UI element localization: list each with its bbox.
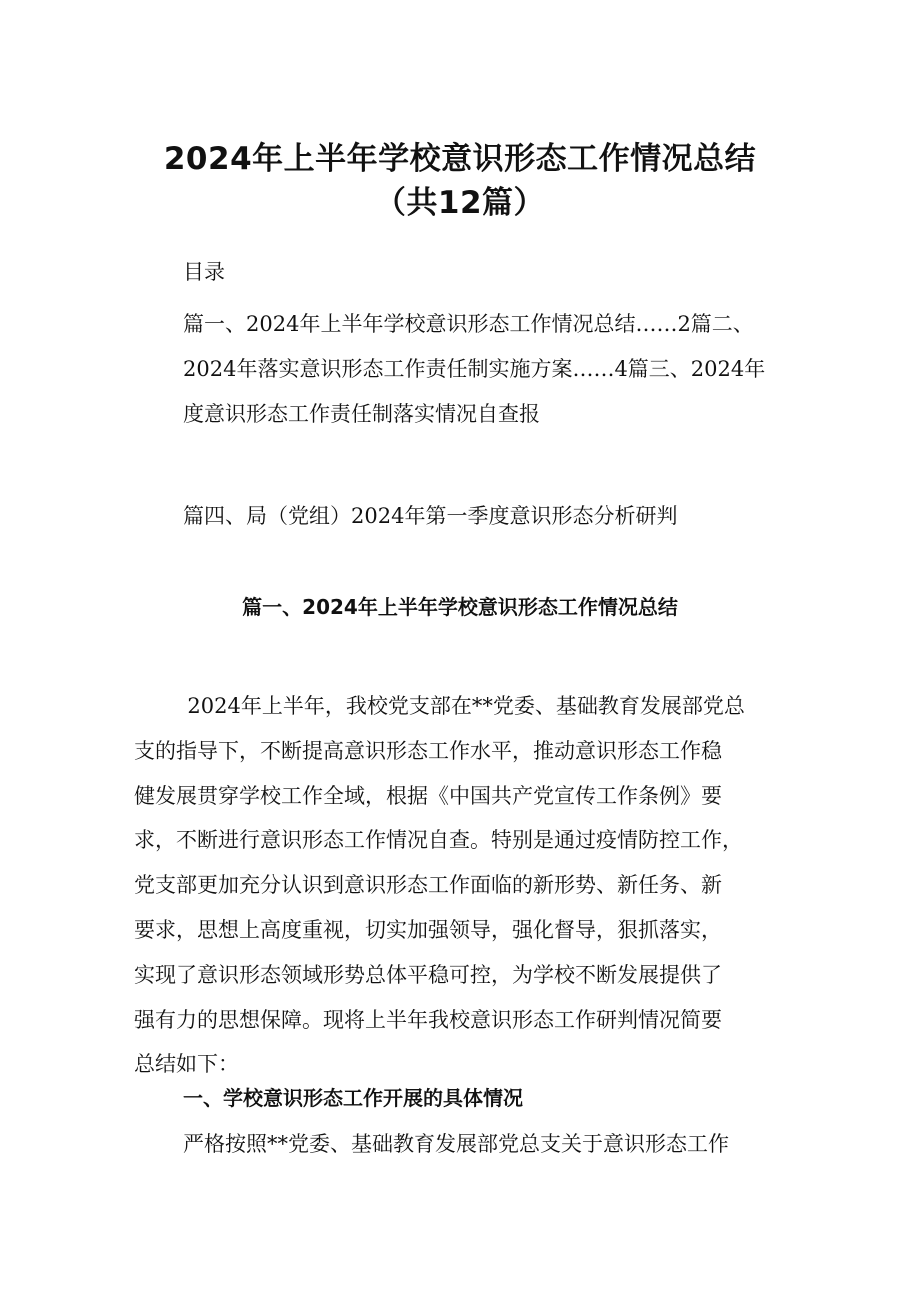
paragraph-line: 强有力的思想保障。现将上半年我校意识形态工作研判情况简要: [134, 1007, 722, 1032]
paragraph-line: 求，不断进行意识形态工作情况自查。特别是通过疫情防控工作，: [134, 828, 743, 853]
paragraph-line: 实现了意识形态领域形势总体平稳可控，为学校不断发展提供了: [134, 962, 722, 987]
paragraph-line: 总结如下：: [134, 1052, 239, 1077]
paragraph-line: 健发展贯穿学校工作全域，根据《中国共产党宣传工作条例》要: [134, 783, 722, 808]
paragraph-line: 党支部更加充分认识到意识形态工作面临的新形势、新任务、新: [134, 873, 722, 898]
paragraph-line: 支的指导下，不断提高意识形态工作水平，推动意识形态工作稳: [134, 738, 722, 763]
body-paragraph: [134, 684, 794, 1087]
toc-line: 2024年落实意识形态工作责任制实施方案……4篇三、2024年: [183, 357, 766, 381]
toc-line: 度意识形态工作责任制落实情况自查报: [183, 402, 540, 426]
paragraph-line: 2024年上半年，我校党支部在**党委、基础教育发展部党总: [134, 694, 745, 718]
toc-line: 篇一、2024年上半年学校意识形态工作情况总结……2篇二、: [183, 312, 754, 336]
toc-item-4: 篇四、局（党组）2024年第一季度意识形态分析研判: [183, 504, 678, 528]
sub-heading: 一、学校意识形态工作开展的具体情况: [183, 1086, 523, 1110]
document-title-count: （共12篇）: [374, 185, 546, 221]
document-title: 2024年上半年学校意识形态工作情况总结: [163, 141, 757, 177]
paragraph-line: 要求，思想上高度重视，切实加强领导，强化督导，狠抓落实，: [134, 917, 722, 942]
toc-list: [183, 302, 795, 437]
toc-heading: 目录: [183, 260, 225, 284]
paragraph-line: 严格按照**党委、基础教育发展部党总支关于意识形态工作: [183, 1132, 729, 1156]
section-heading: 篇一、2024年上半年学校意识形态工作情况总结: [242, 595, 678, 619]
